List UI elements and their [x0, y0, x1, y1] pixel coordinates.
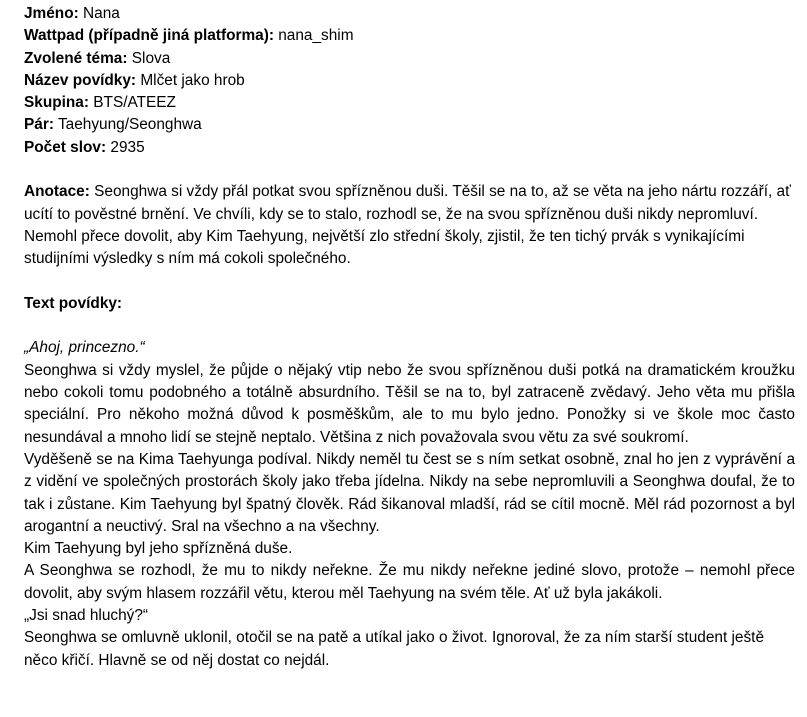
- meta-value: nana_shim: [278, 27, 354, 45]
- annotation-text: Seonghwa si vždy přál potkat svou spřízněnou duši. Těšil se na to, až se věta na jeho nártu rozzáří, ať ucítí to pověstné brnění. Ve chvíli, kdy se to stalo, rozhodl se, že na svou spřízněnou duši nikdy nepromluví. Nemohl přece dovolit, aby Kim Taehyung, největší zlo střední školy, zjistil, že ten tichý prvák s vynikajícími studijními výsledky s ním má cokoli společného.: [24, 183, 791, 268]
- meta-label: Jméno:: [24, 5, 79, 22]
- meta-label: Skupina:: [24, 94, 89, 112]
- meta-value: Slova: [131, 49, 171, 67]
- meta-group: [24, 92, 795, 114]
- meta-label: Zvolené téma:: [24, 49, 128, 67]
- meta-theme: [24, 48, 795, 70]
- story-quote-deaf: „Jsi snad hluchý?“: [24, 607, 149, 625]
- meta-label: Počet slov:: [24, 138, 107, 156]
- meta-platform: [24, 25, 795, 47]
- meta-value: Nana: [83, 5, 120, 22]
- annotation-paragraph: [24, 181, 795, 270]
- story-paragraph-5: Seonghwa se omluvně uklonil, otočil se na patě a utíkal jako o život. Ignoroval, že za ním starší student ještě něco křičí. Hlavně se od něj dostat co nejdál.: [24, 629, 765, 669]
- meta-label: Pár:: [24, 116, 54, 134]
- blank-line: [24, 159, 795, 181]
- meta-story-title: [24, 70, 795, 92]
- meta-value: Taehyung/Seonghwa: [57, 116, 202, 134]
- story-paragraph-4: A Seonghwa se rozhodl, že mu to nikdy neřekne. Že mu nikdy neřekne jediné slovo, protože – nemohl přece dovolit, aby svým hlasem rozzářil větu, kterou měl Taehyung na svém těle. Ať už byla jakákoli.: [24, 562, 795, 602]
- meta-value: Mlčet jako hrob: [140, 71, 245, 89]
- blank-line: [24, 271, 795, 293]
- story-heading: Text povídky:: [24, 294, 123, 312]
- meta-label: Wattpad (případně jiná platforma):: [24, 27, 274, 45]
- meta-value: 2935: [110, 138, 145, 156]
- meta-author-name: [24, 3, 795, 25]
- story-paragraph-3: Kim Taehyung byl jeho spřízněná duše.: [24, 540, 293, 558]
- meta-value: BTS/ATEEZ: [93, 94, 176, 112]
- meta-label: Název povídky:: [24, 71, 137, 89]
- meta-pairing: [24, 114, 795, 136]
- story-paragraph-1: Seonghwa si vždy myslel, že půjde o nějaký vtip nebo že svou spřízněnou duši potká na dramatickém kroužku nebo cokoli tomu podobného a totálně absurdního. Těšil se na to, byl zatraceně zvědavý. Jeho věta mu přišla speciální. Pro někoho možná důvod k posměškům, ale to mu bylo jedno. Ponožky si ve škole moc často nesundával a mnoho lidí se stejně neptalo. Většina z nich považovala svou větu za své soukromí.: [24, 361, 795, 446]
- blank-line: [24, 315, 795, 337]
- annotation-label: Anotace:: [24, 183, 90, 201]
- story-quote-greeting: „Ahoj, princezno.“: [24, 339, 145, 357]
- meta-word-count: [24, 137, 795, 159]
- story-paragraph-2: Vyděšeně se na Kima Taehyunga podíval. Nikdy neměl tu čest se s ním setkat osobně, znal ho jen z vyprávění a z vidění ve společných prostorách školy jako třeba jídelna. Nikdy na sebe nepromluvili a Seonghwa doufal, že to tak i zůstane. Kim Taehyung byl špatný člověk. Rád šikanoval mladší, rád se cítil mocně. Měl rád pozornost a byl arogantní a neuctivý. Sral na všechno a na všechny.: [24, 450, 795, 535]
